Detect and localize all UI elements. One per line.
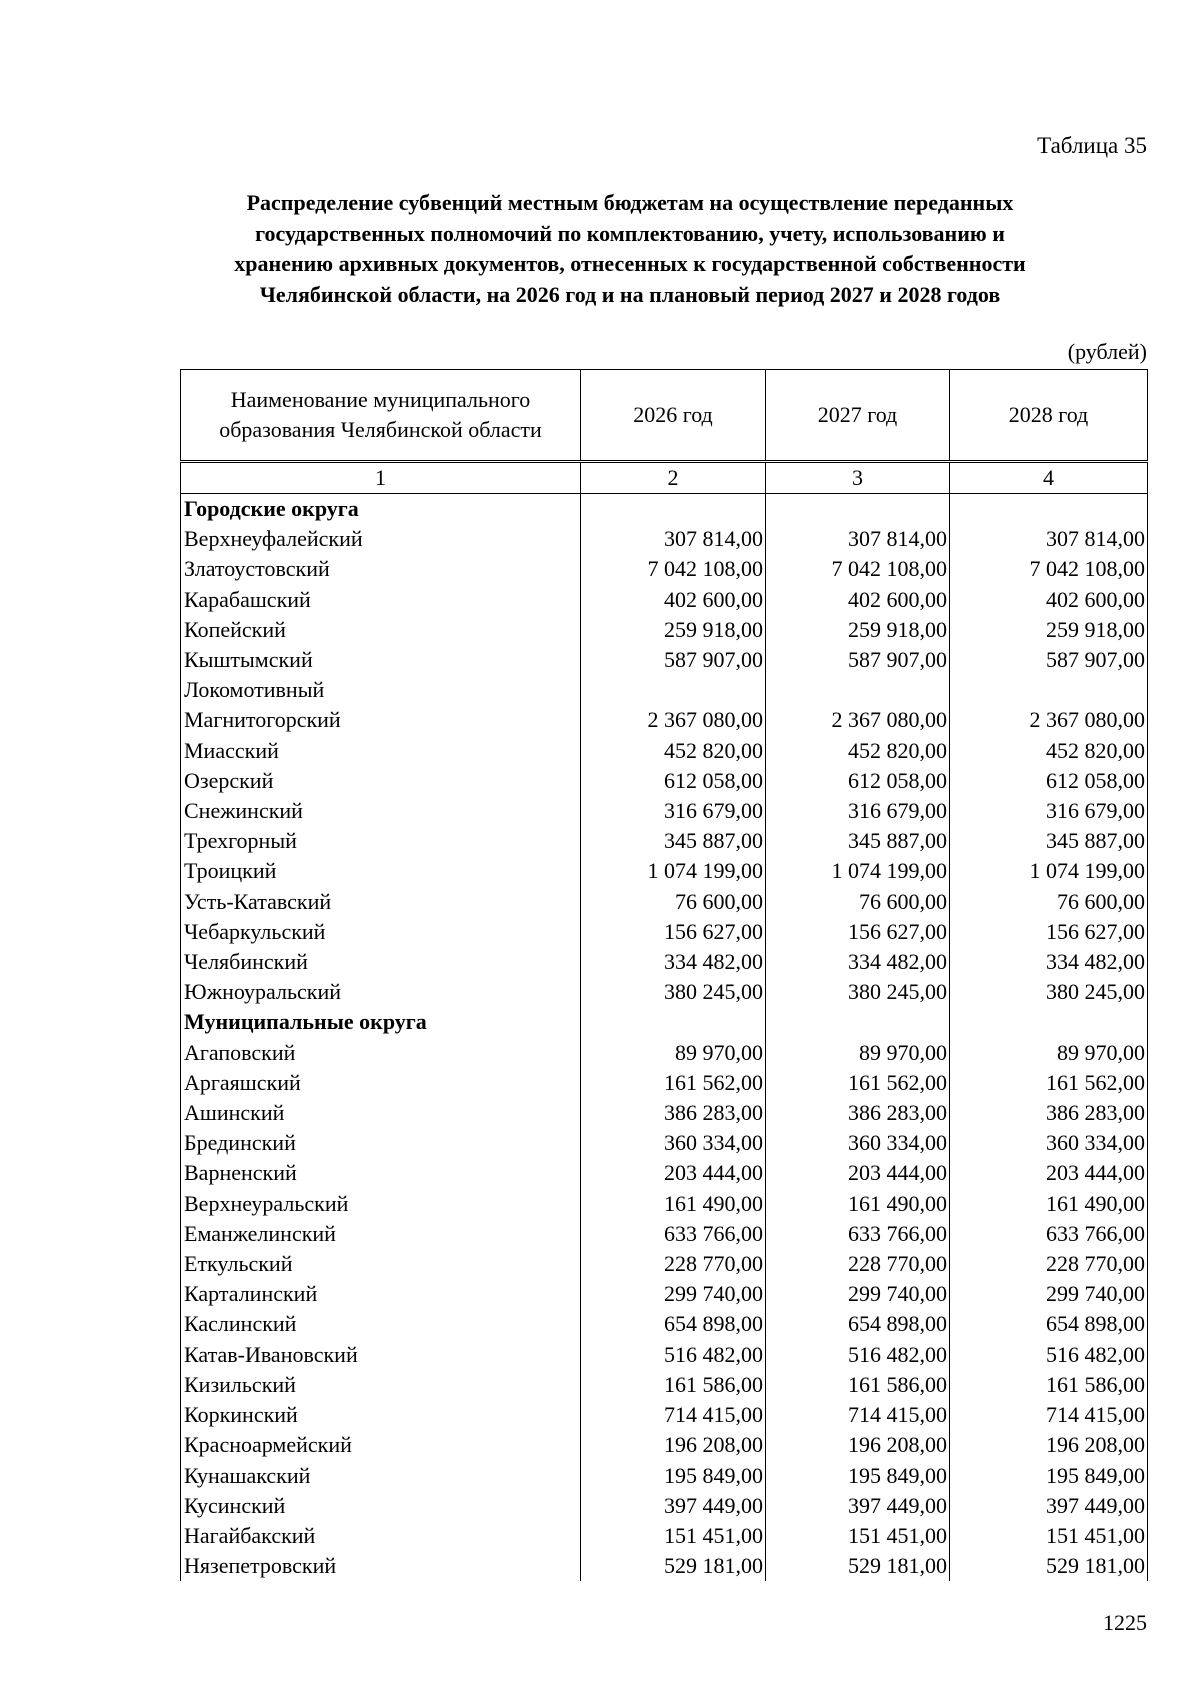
amount-2026: 259 918,00: [581, 615, 766, 645]
amount-2027: 299 740,00: [766, 1279, 950, 1309]
amount-2027: 402 600,00: [766, 585, 950, 615]
amount-2026: 386 283,00: [581, 1098, 766, 1128]
table-row: [181, 887, 1148, 917]
column-header-2027: 2027 год: [766, 370, 950, 462]
amount-2027: 2 367 080,00: [766, 705, 950, 735]
table-row: [181, 675, 1148, 705]
header-row: [181, 370, 1148, 462]
amount-2026: 228 770,00: [581, 1249, 766, 1279]
group-heading-row: [181, 494, 1148, 525]
amount-2026: 334 482,00: [581, 947, 766, 977]
municipality-name: Озерский: [181, 766, 581, 796]
amount-2028: 587 907,00: [950, 645, 1148, 675]
amount-2027: 161 586,00: [766, 1370, 950, 1400]
municipality-name: Карталинский: [181, 1279, 581, 1309]
amount-2027: 612 058,00: [766, 766, 950, 796]
amount-2026: [581, 675, 766, 705]
amount-2028: 76 600,00: [950, 887, 1148, 917]
municipality-name: Нязепетровский: [181, 1551, 581, 1581]
table-row: [181, 1038, 1148, 1068]
amount-2026: 76 600,00: [581, 887, 766, 917]
municipality-name: Карабашский: [181, 585, 581, 615]
amount-2028: 397 449,00: [950, 1491, 1148, 1521]
municipality-name: Локомотивный: [181, 675, 581, 705]
table-row: [181, 1128, 1148, 1158]
amount-2026: 2 367 080,00: [581, 705, 766, 735]
amount-2027: 714 415,00: [766, 1400, 950, 1430]
amount-2027: 156 627,00: [766, 917, 950, 947]
amount-2028: [950, 494, 1148, 525]
subvention-table: [180, 369, 1148, 1581]
amount-2027: [766, 1007, 950, 1037]
amount-2026: 161 562,00: [581, 1068, 766, 1098]
municipality-name: Ашинский: [181, 1098, 581, 1128]
amount-2027: 259 918,00: [766, 615, 950, 645]
amount-2028: 386 283,00: [950, 1098, 1148, 1128]
units-label: (рублей): [1067, 339, 1147, 364]
table-row: [181, 917, 1148, 947]
table-row: [181, 826, 1148, 856]
amount-2026: 587 907,00: [581, 645, 766, 675]
amount-2026: 7 042 108,00: [581, 554, 766, 584]
amount-2026: 316 679,00: [581, 796, 766, 826]
amount-2026: [581, 1007, 766, 1037]
amount-2027: 633 766,00: [766, 1219, 950, 1249]
amount-2028: 345 887,00: [950, 826, 1148, 856]
amount-2027: 7 042 108,00: [766, 554, 950, 584]
amount-2028: 195 849,00: [950, 1461, 1148, 1491]
amount-2026: 195 849,00: [581, 1461, 766, 1491]
amount-2027: 397 449,00: [766, 1491, 950, 1521]
municipality-name: Нагайбакский: [181, 1521, 581, 1551]
municipality-name: Коркинский: [181, 1400, 581, 1430]
table-row: [181, 1158, 1148, 1188]
amount-2027: [766, 494, 950, 525]
table-row: [181, 1189, 1148, 1219]
table-row: [181, 1370, 1148, 1400]
page-number: 1225: [1103, 1610, 1147, 1635]
column-number: 4: [950, 462, 1148, 494]
amount-2027: 452 820,00: [766, 736, 950, 766]
amount-2027: 76 600,00: [766, 887, 950, 917]
municipality-name: Снежинский: [181, 796, 581, 826]
municipality-name: Кусинский: [181, 1491, 581, 1521]
table-row: [181, 1461, 1148, 1491]
municipality-name: Еткульский: [181, 1249, 581, 1279]
amount-2027: 316 679,00: [766, 796, 950, 826]
amount-2026: 203 444,00: [581, 1158, 766, 1188]
municipality-name: Брединский: [181, 1128, 581, 1158]
municipality-name: Троицкий: [181, 856, 581, 886]
title-line: Челябинской области, на 2026 год и на плановый период 2027 и 2028 годов: [259, 281, 1001, 307]
amount-2028: 360 334,00: [950, 1128, 1148, 1158]
amount-2027: 161 562,00: [766, 1068, 950, 1098]
amount-2027: 89 970,00: [766, 1038, 950, 1068]
column-header-2028: 2028 год: [950, 370, 1148, 462]
amount-2026: 397 449,00: [581, 1491, 766, 1521]
table-row: [181, 615, 1148, 645]
municipality-name: Усть-Катавский: [181, 887, 581, 917]
column-header-2026: 2026 год: [581, 370, 766, 462]
table-row: [181, 736, 1148, 766]
amount-2027: 345 887,00: [766, 826, 950, 856]
amount-2028: 1 074 199,00: [950, 856, 1148, 886]
amount-2027: 516 482,00: [766, 1340, 950, 1370]
amount-2028: 259 918,00: [950, 615, 1148, 645]
amount-2026: [581, 494, 766, 525]
amount-2028: 161 490,00: [950, 1189, 1148, 1219]
table-row: [181, 1430, 1148, 1460]
amount-2028: 633 766,00: [950, 1219, 1148, 1249]
amount-2026: 161 586,00: [581, 1370, 766, 1400]
table-row: [181, 1068, 1148, 1098]
amount-2028: 196 208,00: [950, 1430, 1148, 1460]
table-row: [181, 856, 1148, 886]
amount-2027: 529 181,00: [766, 1551, 950, 1581]
amount-2027: 203 444,00: [766, 1158, 950, 1188]
municipality-name: Каслинский: [181, 1309, 581, 1339]
amount-2027: 196 208,00: [766, 1430, 950, 1460]
amount-2028: 7 042 108,00: [950, 554, 1148, 584]
amount-2028: 151 451,00: [950, 1521, 1148, 1551]
amount-2026: 452 820,00: [581, 736, 766, 766]
amount-2028: [950, 1007, 1148, 1037]
amount-2027: 195 849,00: [766, 1461, 950, 1491]
table-row: [181, 796, 1148, 826]
amount-2028: [950, 675, 1148, 705]
municipality-name: Южноуральский: [181, 977, 581, 1007]
group-heading-row: [181, 1007, 1148, 1037]
amount-2028: 203 444,00: [950, 1158, 1148, 1188]
municipality-name: Златоустовский: [181, 554, 581, 584]
table-body: [181, 494, 1148, 1582]
municipality-name: Верхнеуральский: [181, 1189, 581, 1219]
municipality-name: Чебаркульский: [181, 917, 581, 947]
group-heading: Муниципальные округа: [181, 1007, 581, 1037]
amount-2026: 380 245,00: [581, 977, 766, 1007]
amount-2026: 529 181,00: [581, 1551, 766, 1581]
table-row: [181, 1551, 1148, 1581]
document-title: [160, 188, 1100, 310]
column-number: 2: [581, 462, 766, 494]
municipality-name: Верхнеуфалейский: [181, 524, 581, 554]
amount-2028: 161 586,00: [950, 1370, 1148, 1400]
amount-2026: 196 208,00: [581, 1430, 766, 1460]
amount-2028: 529 181,00: [950, 1551, 1148, 1581]
amount-2028: 161 562,00: [950, 1068, 1148, 1098]
amount-2028: 316 679,00: [950, 796, 1148, 826]
table-row: [181, 1521, 1148, 1551]
table-row: [181, 585, 1148, 615]
amount-2028: 2 367 080,00: [950, 705, 1148, 735]
municipality-name: Агаповский: [181, 1038, 581, 1068]
municipality-name: Копейский: [181, 615, 581, 645]
table-row: [181, 1340, 1148, 1370]
table-row: [181, 1400, 1148, 1430]
amount-2026: 402 600,00: [581, 585, 766, 615]
amount-2028: 307 814,00: [950, 524, 1148, 554]
municipality-name: Кунашакский: [181, 1461, 581, 1491]
table-row: [181, 1098, 1148, 1128]
amount-2026: 345 887,00: [581, 826, 766, 856]
amount-2026: 156 627,00: [581, 917, 766, 947]
table-row: [181, 645, 1148, 675]
amount-2028: 654 898,00: [950, 1309, 1148, 1339]
amount-2027: 360 334,00: [766, 1128, 950, 1158]
amount-2028: 452 820,00: [950, 736, 1148, 766]
group-heading: Городские округа: [181, 494, 581, 525]
table-row: [181, 1491, 1148, 1521]
municipality-name: Магнитогорский: [181, 705, 581, 735]
table-row: [181, 1219, 1148, 1249]
amount-2027: 1 074 199,00: [766, 856, 950, 886]
amount-2027: 386 283,00: [766, 1098, 950, 1128]
amount-2028: 516 482,00: [950, 1340, 1148, 1370]
amount-2028: 612 058,00: [950, 766, 1148, 796]
table-row: [181, 524, 1148, 554]
amount-2027: 161 490,00: [766, 1189, 950, 1219]
amount-2027: 228 770,00: [766, 1249, 950, 1279]
amount-2026: 360 334,00: [581, 1128, 766, 1158]
table-row: [181, 705, 1148, 735]
amount-2028: 228 770,00: [950, 1249, 1148, 1279]
municipality-name: Катав-Ивановский: [181, 1340, 581, 1370]
amount-2026: 1 074 199,00: [581, 856, 766, 886]
amount-2026: 89 970,00: [581, 1038, 766, 1068]
amount-2027: 307 814,00: [766, 524, 950, 554]
table-row: [181, 1309, 1148, 1339]
table-row: [181, 1249, 1148, 1279]
amount-2028: 402 600,00: [950, 585, 1148, 615]
municipality-name: Кыштымский: [181, 645, 581, 675]
municipality-name: Еманжелинский: [181, 1219, 581, 1249]
amount-2028: 334 482,00: [950, 947, 1148, 977]
amount-2027: 587 907,00: [766, 645, 950, 675]
amount-2028: 156 627,00: [950, 917, 1148, 947]
amount-2026: 714 415,00: [581, 1400, 766, 1430]
municipality-name: Трехгорный: [181, 826, 581, 856]
column-header-name: Наименование муниципального образования Челябинской области: [181, 370, 581, 462]
municipality-name: Красноармейский: [181, 1430, 581, 1460]
title-line: государственных полномочий по комплектованию, учету, использованию и: [255, 220, 1005, 246]
column-number: 3: [766, 462, 950, 494]
amount-2026: 612 058,00: [581, 766, 766, 796]
table-number-label: Таблица 35: [1037, 133, 1147, 158]
table-row: [181, 977, 1148, 1007]
municipality-name: Челябинский: [181, 947, 581, 977]
amount-2027: 380 245,00: [766, 977, 950, 1007]
table-row: [181, 1279, 1148, 1309]
column-number-row: [181, 462, 1148, 494]
amount-2026: 151 451,00: [581, 1521, 766, 1551]
amount-2028: 380 245,00: [950, 977, 1148, 1007]
column-number: 1: [181, 462, 581, 494]
amount-2027: [766, 675, 950, 705]
amount-2028: 89 970,00: [950, 1038, 1148, 1068]
amount-2027: 151 451,00: [766, 1521, 950, 1551]
table-row: [181, 947, 1148, 977]
amount-2026: 633 766,00: [581, 1219, 766, 1249]
municipality-name: Миасский: [181, 736, 581, 766]
amount-2027: 334 482,00: [766, 947, 950, 977]
table-row: [181, 766, 1148, 796]
amount-2026: 307 814,00: [581, 524, 766, 554]
amount-2026: 516 482,00: [581, 1340, 766, 1370]
municipality-name: Кизильский: [181, 1370, 581, 1400]
title-line: Распределение субвенций местным бюджетам на осуществление переданных: [246, 190, 1014, 215]
amount-2026: 161 490,00: [581, 1189, 766, 1219]
municipality-name: Аргаяшский: [181, 1068, 581, 1098]
amount-2028: 714 415,00: [950, 1400, 1148, 1430]
municipality-name: Варненский: [181, 1158, 581, 1188]
amount-2027: 654 898,00: [766, 1309, 950, 1339]
amount-2026: 299 740,00: [581, 1279, 766, 1309]
amount-2026: 654 898,00: [581, 1309, 766, 1339]
title-line: хранению архивных документов, отнесенных к государственной собственности: [234, 251, 1026, 276]
amount-2028: 299 740,00: [950, 1279, 1148, 1309]
table-row: [181, 554, 1148, 584]
